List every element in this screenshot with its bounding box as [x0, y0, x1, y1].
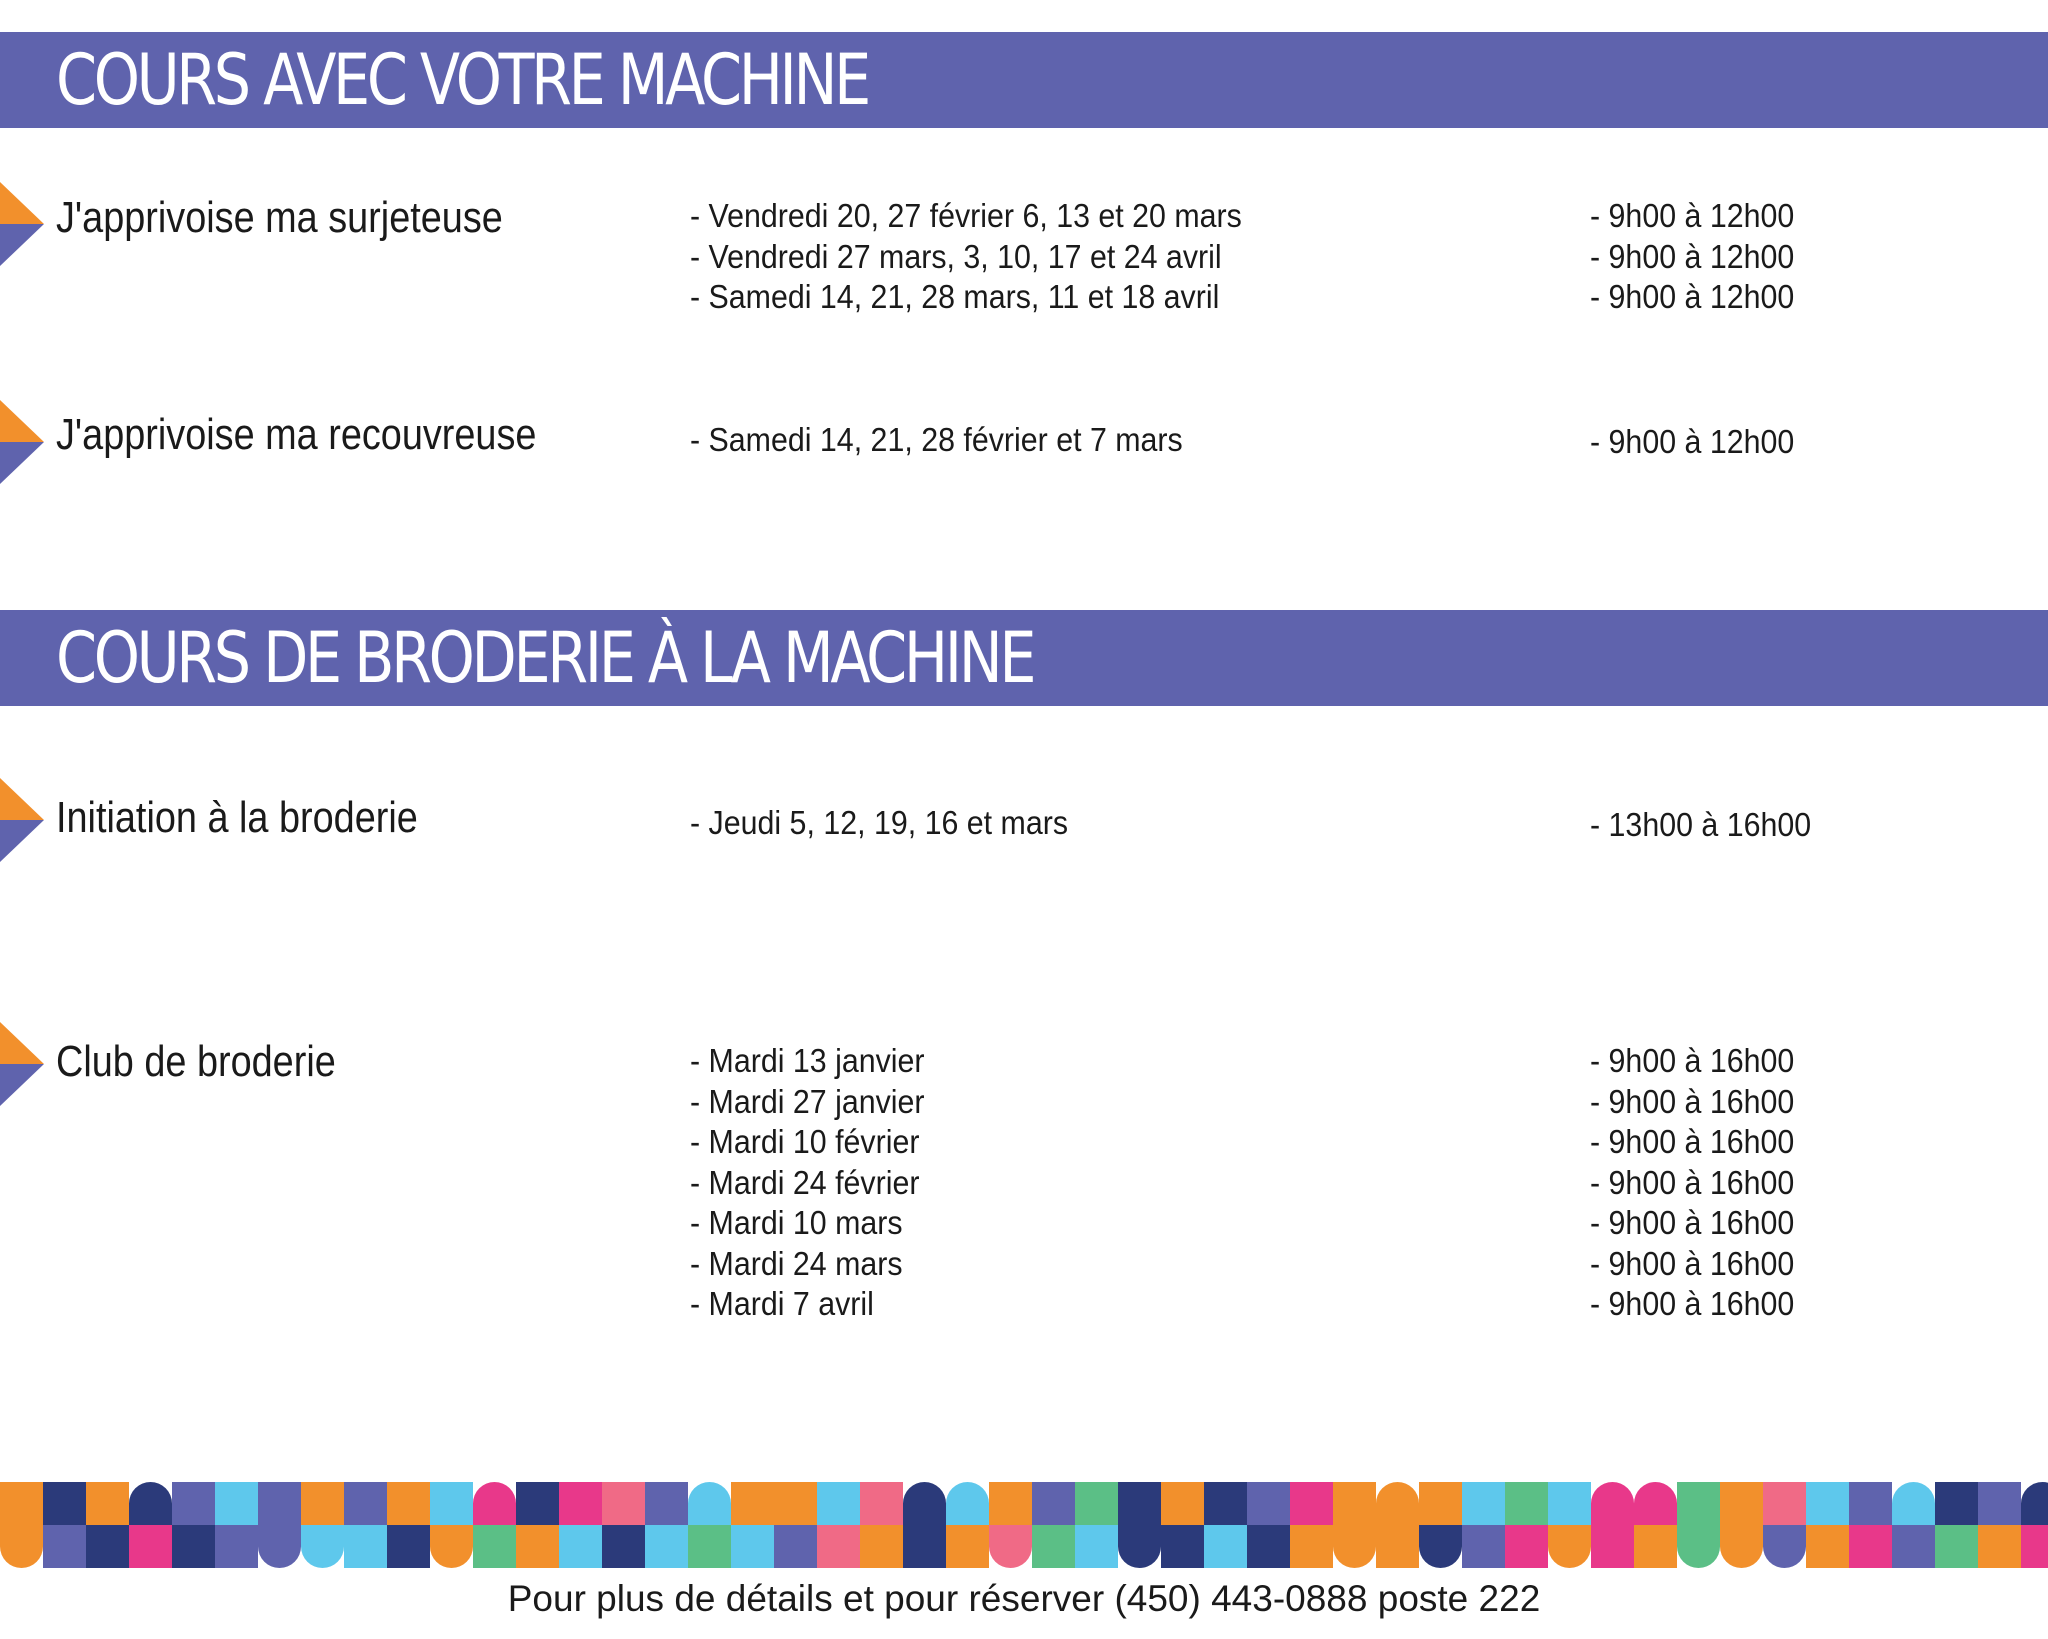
mosaic-tile — [1763, 1525, 1806, 1568]
mosaic-tile — [1849, 1482, 1892, 1525]
section-title: COURS DE BRODERIE À LA MACHINE — [56, 617, 1034, 699]
mosaic-tile — [1720, 1482, 1763, 1525]
mosaic-tile — [473, 1525, 516, 1568]
mosaic-tile — [387, 1482, 430, 1525]
time-line: - 9h00 à 12h00 — [1590, 423, 1795, 460]
mosaic-tile — [1032, 1482, 1075, 1525]
mosaic-tile — [1247, 1482, 1290, 1525]
mosaic-tile — [86, 1482, 129, 1525]
orange-arrow-icon — [0, 400, 44, 484]
time-line: - 9h00 à 16h00 — [1590, 1082, 1795, 1120]
date-line: - Vendredi 20, 27 février 6, 13 et 20 mars — [690, 197, 1242, 234]
mosaic-tile — [0, 1525, 43, 1568]
mosaic-tile — [1161, 1482, 1204, 1525]
mosaic-tile — [1892, 1525, 1935, 1568]
date-line: - Mardi 10 mars — [690, 1204, 903, 1241]
mosaic-tile — [430, 1525, 473, 1568]
mosaic-tile — [903, 1525, 946, 1568]
mosaic-tile — [1419, 1525, 1462, 1568]
mosaic-tile — [1333, 1482, 1376, 1525]
date-line: - Samedi 14, 21, 28 mars, 11 et 18 avril — [690, 278, 1220, 315]
course-dates — [690, 1041, 945, 1325]
mosaic-tile — [516, 1482, 559, 1525]
mosaic-tile — [602, 1525, 645, 1568]
date-line: - Mardi 10 février — [690, 1123, 920, 1160]
course-times — [1590, 196, 1812, 318]
mosaic-tile — [1591, 1482, 1634, 1525]
mosaic-tile — [1763, 1482, 1806, 1525]
time-line: - 9h00 à 12h00 — [1590, 237, 1795, 275]
mosaic-tile — [1548, 1482, 1591, 1525]
date-line: - Mardi 13 janvier — [690, 1042, 925, 1079]
course-name: J'apprivoise ma surjeteuse — [56, 193, 503, 242]
mosaic-tile — [129, 1482, 172, 1525]
mosaic-tile — [473, 1482, 516, 1525]
mosaic-tile — [559, 1482, 602, 1525]
mosaic-tile — [1118, 1482, 1161, 1525]
course-dates — [690, 196, 1290, 318]
mosaic-tile — [645, 1525, 688, 1568]
footer-contact: Pour plus de détails et pour réserver (450) 443-0888 poste 222 — [507, 1578, 1541, 1619]
mosaic-tile — [1892, 1482, 1935, 1525]
mosaic-tile — [688, 1525, 731, 1568]
mosaic-tile — [688, 1482, 731, 1525]
mosaic-tile — [860, 1525, 903, 1568]
mosaic-tile — [1161, 1525, 1204, 1568]
mosaic-tile — [1591, 1525, 1634, 1568]
mosaic-tile — [860, 1482, 903, 1525]
mosaic-tile — [774, 1525, 817, 1568]
mosaic-tile — [43, 1525, 86, 1568]
mosaic-tile — [989, 1525, 1032, 1568]
date-line: - Mardi 27 janvier — [690, 1082, 925, 1120]
mosaic-tile — [946, 1525, 989, 1568]
mosaic-tile — [989, 1482, 1032, 1525]
mosaic-tile — [172, 1482, 215, 1525]
mosaic-tile — [1376, 1525, 1419, 1568]
time-line: - 9h00 à 16h00 — [1590, 1204, 1795, 1241]
mosaic-tile — [1935, 1482, 1978, 1525]
mosaic-tile — [1419, 1482, 1462, 1525]
mosaic-tile — [1290, 1482, 1333, 1525]
mosaic-tile — [1634, 1482, 1677, 1525]
mosaic-tile — [2021, 1525, 2048, 1568]
mosaic-tile — [1075, 1525, 1118, 1568]
mosaic-tile — [1677, 1525, 1720, 1568]
mosaic-tile — [1462, 1482, 1505, 1525]
mosaic-tile — [731, 1525, 774, 1568]
mosaic-tile — [1462, 1525, 1505, 1568]
date-line: - Mardi 24 février — [690, 1163, 920, 1201]
mosaic-tile — [1935, 1525, 1978, 1568]
time-line: - 9h00 à 12h00 — [1590, 197, 1795, 234]
mosaic-tile — [344, 1482, 387, 1525]
date-line: - Mardi 24 mars — [690, 1244, 903, 1282]
mosaic-tile — [215, 1525, 258, 1568]
mosaic-tile — [817, 1482, 860, 1525]
mosaic-tile — [1720, 1525, 1763, 1568]
mosaic-tile — [258, 1525, 301, 1568]
section-title: COURS AVEC VOTRE MACHINE — [56, 39, 868, 121]
mosaic-tile — [1634, 1525, 1677, 1568]
mosaic-tile — [172, 1525, 215, 1568]
mosaic-tile — [1290, 1525, 1333, 1568]
mosaic-tile — [1505, 1482, 1548, 1525]
mosaic-tile — [301, 1482, 344, 1525]
date-line: - Vendredi 27 mars, 3, 10, 17 et 24 avril — [690, 237, 1222, 275]
orange-arrow-icon — [0, 182, 44, 266]
mosaic-tile — [387, 1525, 430, 1568]
mosaic-tile — [1849, 1525, 1892, 1568]
mosaic-tile — [1204, 1525, 1247, 1568]
mosaic-tile — [1075, 1482, 1118, 1525]
time-line: - 9h00 à 12h00 — [1590, 278, 1795, 315]
mosaic-tile — [1247, 1525, 1290, 1568]
mosaic-tile — [301, 1525, 344, 1568]
course-name: Club de broderie — [56, 1037, 336, 1086]
mosaic-tile — [516, 1525, 559, 1568]
time-line: - 9h00 à 16h00 — [1590, 1163, 1795, 1201]
mosaic-tile — [774, 1482, 817, 1525]
decorative-mosaic-band — [0, 1482, 2048, 1568]
mosaic-tile — [344, 1525, 387, 1568]
section-banner-broderie — [0, 610, 2048, 706]
mosaic-tile — [1376, 1482, 1419, 1525]
mosaic-tile — [43, 1482, 86, 1525]
mosaic-tile — [1548, 1525, 1591, 1568]
course-times — [1590, 805, 1830, 846]
time-line: - 9h00 à 16h00 — [1590, 1244, 1795, 1282]
date-line: - Samedi 14, 21, 28 février et 7 mars — [690, 421, 1183, 458]
orange-arrow-icon — [0, 1022, 44, 1106]
mosaic-tile — [430, 1482, 473, 1525]
mosaic-tile — [2021, 1482, 2048, 1525]
mosaic-tile — [258, 1482, 301, 1525]
mosaic-tile — [1204, 1482, 1247, 1525]
time-line: - 9h00 à 16h00 — [1590, 1285, 1795, 1322]
mosaic-tile — [1677, 1482, 1720, 1525]
course-times — [1590, 1041, 1812, 1325]
orange-arrow-icon — [0, 778, 44, 862]
course-dates — [690, 420, 1226, 461]
mosaic-tile — [1032, 1525, 1075, 1568]
mosaic-tile — [1806, 1525, 1849, 1568]
mosaic-tile — [946, 1482, 989, 1525]
time-line: - 9h00 à 16h00 — [1590, 1042, 1795, 1079]
time-line: - 13h00 à 16h00 — [1590, 806, 1812, 843]
mosaic-tile — [1806, 1482, 1849, 1525]
mosaic-tile — [1505, 1525, 1548, 1568]
date-line: - Jeudi 5, 12, 19, 16 et mars — [690, 804, 1069, 841]
course-times — [1590, 422, 1812, 463]
mosaic-tile — [645, 1482, 688, 1525]
course-name: Initiation à la broderie — [56, 793, 418, 842]
mosaic-tile — [559, 1525, 602, 1568]
time-line: - 9h00 à 16h00 — [1590, 1123, 1795, 1160]
mosaic-tile — [1978, 1525, 2021, 1568]
mosaic-tile — [903, 1482, 946, 1525]
mosaic-tile — [1333, 1525, 1376, 1568]
course-name: J'apprivoise ma recouvreuse — [56, 410, 537, 459]
mosaic-tile — [86, 1525, 129, 1568]
course-dates — [690, 803, 1101, 844]
section-banner-machine — [0, 32, 2048, 128]
mosaic-tile — [602, 1482, 645, 1525]
date-line: - Mardi 7 avril — [690, 1285, 874, 1322]
mosaic-tile — [1118, 1525, 1161, 1568]
mosaic-tile — [129, 1525, 172, 1568]
mosaic-tile — [1978, 1482, 2021, 1525]
mosaic-tile — [731, 1482, 774, 1525]
mosaic-tile — [0, 1482, 43, 1525]
mosaic-tile — [817, 1525, 860, 1568]
mosaic-tile — [215, 1482, 258, 1525]
